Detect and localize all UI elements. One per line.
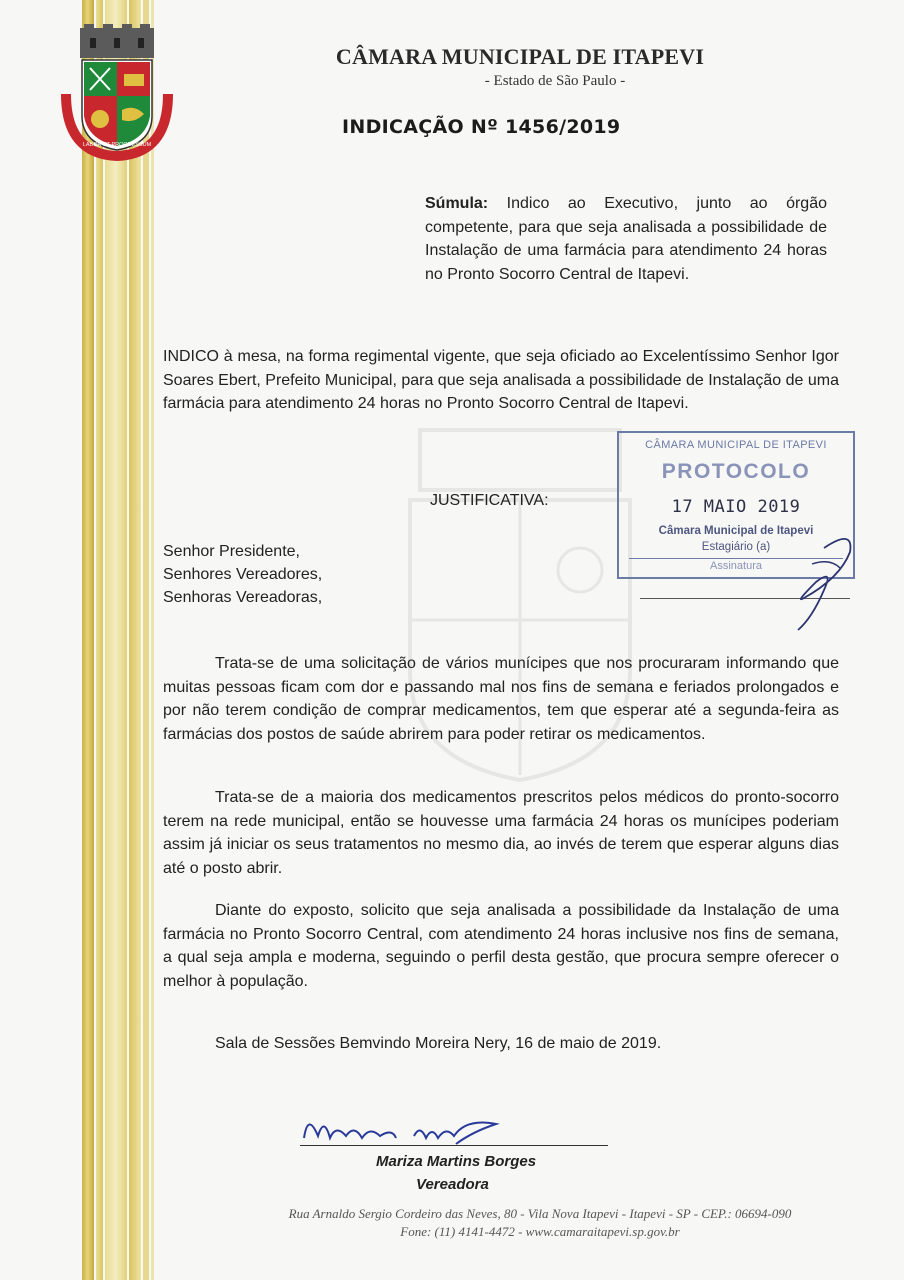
intro-paragraph: INDICO à mesa, na forma regimental vigente, que seja oficiado ao Excelentíssimo Senhor Igor Soares Ebert, Prefeito Municipal, para que seja analisada a possibilidade de Instalação de uma farmácia para atendimento 24 horas no Pronto Socorro Central de Itapevi. bbox=[163, 348, 839, 412]
justification-paragraph: Diante do exposto, solicito que seja analisada a possibilidade da Instalação de uma farmácia no Pronto Socorro Central, com atendimento 24 horas inclusive nos fins de semana, a qual seja ampla e moderna, seguindo o perfil desta gestão, que procura sempre oferecer o melhor à população. bbox=[163, 902, 839, 990]
decorative-stripe bbox=[143, 0, 149, 1280]
footer-contact: Fone: (11) 4141-4472 - www.camaraitapevi.sp.gov.br bbox=[400, 1224, 680, 1239]
footer bbox=[190, 1205, 890, 1241]
stamp-institution: CÂMARA MUNICIPAL DE ITAPEVI bbox=[645, 439, 827, 451]
justification-paragraph: Trata-se de a maioria dos medicamentos prescritos pelos médicos do pronto-socorro terem na rede municipal, então se houvesse uma farmácia 24 horas os munícipes poderiam assim já iniciar os seus tratamentos no mesmo dia, ao invés de terem que esperar alguns dias até o posto abrir. bbox=[163, 789, 839, 877]
institution-name: CÂMARA MUNICIPAL DE ITAPEVI bbox=[335, 44, 705, 69]
decorative-stripe bbox=[96, 0, 103, 1280]
justification-paragraph: Trata-se de uma solicitação de vários munícipes que nos procuraram informando que muitas pessoas ficam com dor e passando mal nos fins de semana e feriados prolongados e por não terem condição de comprar medicamentos, tem que esperar até a segunda-feira as farmácias dos postos de saúde abrirem para poder retirar os medicamentos. bbox=[163, 655, 839, 743]
decorative-stripe bbox=[151, 0, 154, 1280]
decorative-stripe bbox=[129, 0, 141, 1280]
footer-address: Rua Arnaldo Sergio Cordeiro das Neves, 80 - Vila Nova Itapevi - Itapevi - SP - CEP.: 06694-090 bbox=[288, 1206, 792, 1221]
salutation bbox=[163, 540, 322, 609]
salutation-line: Senhor Presidente, bbox=[163, 543, 300, 560]
signature-line bbox=[300, 1145, 608, 1146]
letterhead bbox=[300, 44, 740, 90]
summary-text: Indico ao Executivo, junto ao órgão competente, para que seja analisada a possibilidade de Instalação de uma farmácia para atendimento 24 horas no Pronto Socorro Central de Itapevi. bbox=[425, 195, 827, 283]
svg-text:LABOR ET PROGRESSUM: LABOR ET PROGRESSUM bbox=[82, 142, 152, 148]
summary bbox=[425, 192, 827, 286]
stamp-date: 17 MAIO 2019 bbox=[671, 497, 801, 517]
decorative-stripe bbox=[82, 0, 94, 1280]
stamp-office: Câmara Municipal de Itapevi bbox=[658, 525, 814, 537]
place-date: Sala de Sessões Bemvindo Moreira Nery, 16 de maio de 2019. bbox=[215, 1035, 662, 1052]
summary-label: Súmula: bbox=[425, 195, 489, 212]
stamp-heading: PROTOCOLO bbox=[661, 460, 811, 483]
municipal-crest-icon bbox=[58, 24, 176, 164]
salutation-line: Senhores Vereadores, bbox=[163, 566, 323, 583]
justification-heading: JUSTIFICATIVA: bbox=[430, 492, 549, 509]
signer-name: Mariza Martins Borges bbox=[376, 1153, 537, 1170]
state-name: - Estado de São Paulo - bbox=[484, 73, 626, 89]
decorative-stripe bbox=[105, 0, 127, 1280]
signer-role: Vereadora bbox=[416, 1176, 489, 1193]
document-title: INDICAÇÃO Nº 1456/2019 bbox=[342, 116, 621, 138]
stamp-signature-label: Assinatura bbox=[710, 560, 762, 572]
stamp-signature-icon bbox=[764, 528, 864, 632]
handwritten-signature-icon bbox=[296, 1098, 536, 1158]
salutation-line: Senhoras Vereadoras, bbox=[163, 589, 323, 606]
stamp-role: Estagiário (a) bbox=[701, 541, 771, 553]
